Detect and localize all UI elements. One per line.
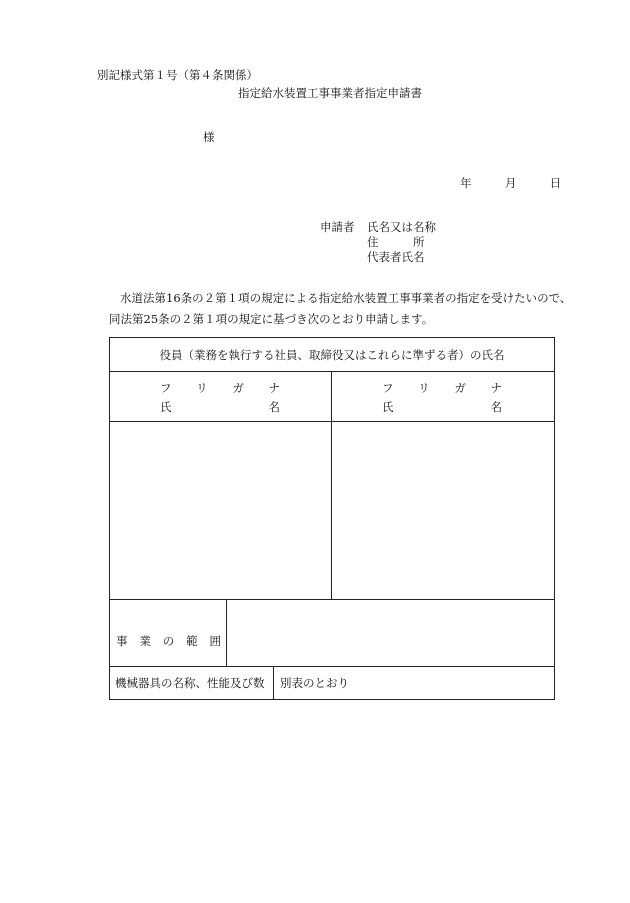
form-reference: 別記様式第１号（第４条関係） [97, 68, 258, 82]
month-label: 月 [504, 176, 517, 190]
officers-names-right-cell[interactable] [332, 422, 555, 600]
applicant-label: 申請者 [320, 220, 355, 234]
document-title: 指定給水装置工事事業者指定申請書 [238, 86, 422, 100]
furigana-label: フ リ ガ ナ [160, 381, 280, 395]
date-line [460, 178, 561, 190]
applicant-name-field: 氏名又は名称 [367, 220, 436, 234]
officers-table [109, 337, 555, 700]
day-label: 日 [549, 176, 562, 190]
addressee-suffix: 様 [203, 130, 215, 144]
applicant-address-field: 住 所 [367, 235, 425, 249]
body-text-line-2: 同法第25条の２第１項の規定に基づき次のとおり申請します。 [109, 312, 434, 326]
officers-header-right [332, 372, 555, 422]
officers-table-title: 役員（業務を執行する社員、取締役又はこれらに準ずる者）の氏名 [110, 338, 555, 372]
year-label: 年 [460, 176, 472, 190]
applicant-representative-field: 代表者氏名 [367, 250, 425, 264]
body-text-line-1: 水道法第16条の２第１項の規定による指定給水装置工事事業者の指定を受けたいので、 [120, 291, 572, 305]
name-label: 氏 名 [382, 400, 502, 414]
business-scope-label-cell [110, 600, 227, 667]
business-scope-label: 事 業 の 範 囲 [116, 634, 221, 648]
name-label: 氏 名 [160, 400, 280, 414]
equipment-label: 機械器具の名称、性能及び数 [110, 667, 274, 700]
officers-header-left [110, 372, 332, 422]
business-scope-value-cell[interactable] [227, 600, 555, 667]
furigana-label: フ リ ガ ナ [382, 381, 502, 395]
equipment-value: 別表のとおり [274, 667, 555, 700]
officers-names-left-cell[interactable] [110, 422, 332, 600]
